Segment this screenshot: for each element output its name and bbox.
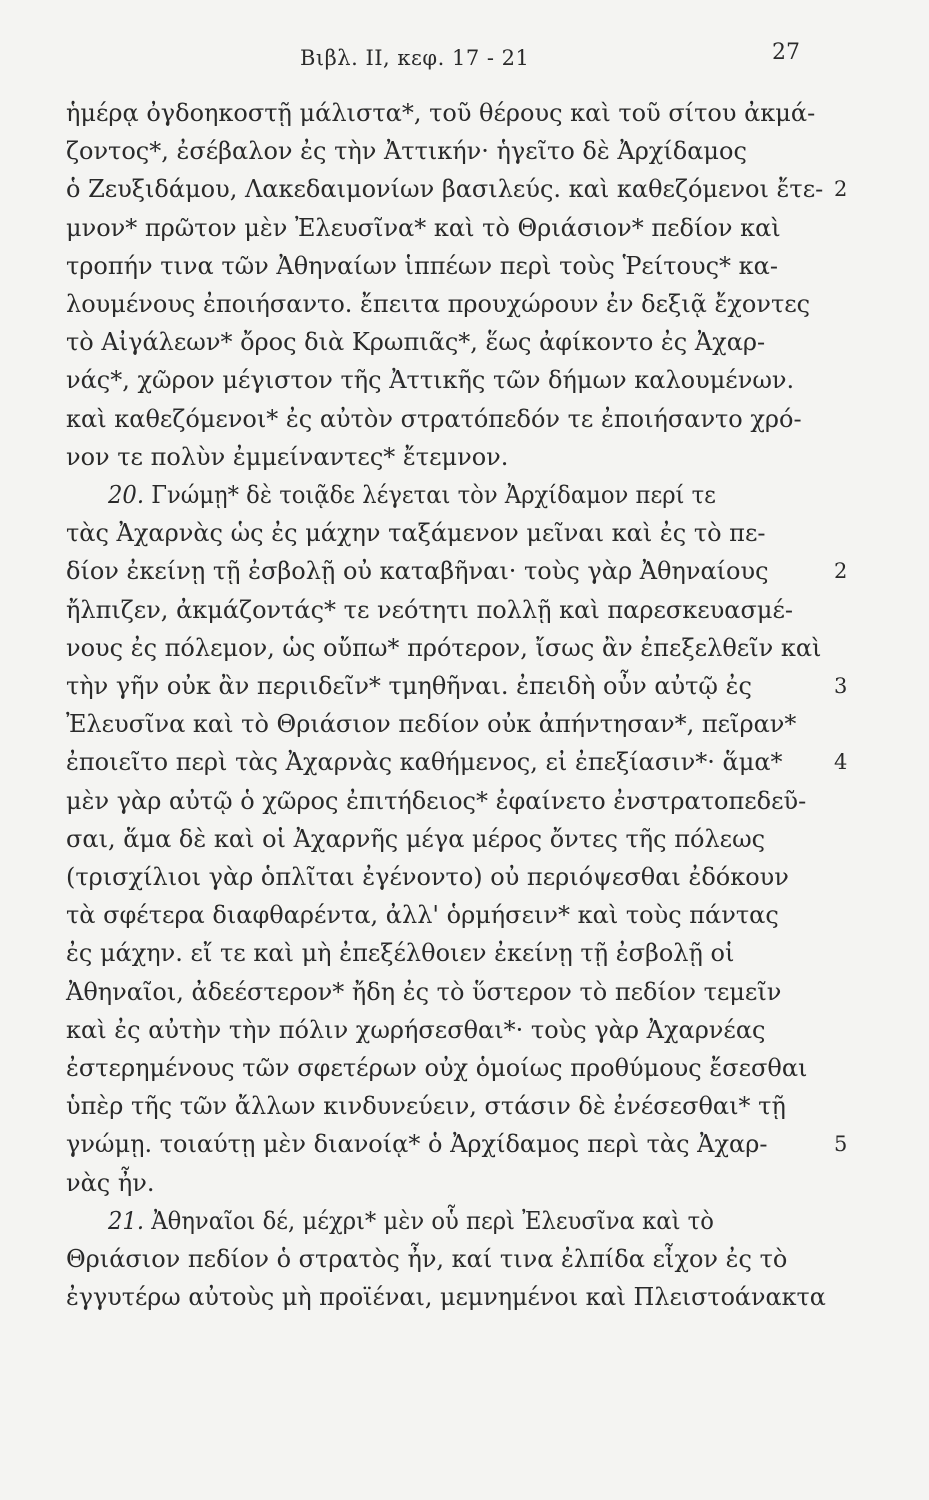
text-line [66, 973, 826, 1011]
text-line [66, 1164, 826, 1202]
text-line [66, 743, 826, 781]
text-line [66, 1087, 826, 1125]
text-line [66, 629, 826, 667]
running-title: Βιβλ. II, κεφ. 17 - 21 [300, 46, 530, 70]
margin-subsection-number: 4 [834, 750, 848, 774]
line-text: Ἐλευσῖνα καὶ τὸ Θριάσιον πεδίον οὐκ ἀπήντησαν*, πεῖραν* [66, 710, 797, 738]
text-line [66, 323, 826, 361]
text-line [108, 476, 826, 514]
text-line [108, 1202, 826, 1240]
margin-subsection-number: 2 [834, 177, 848, 201]
line-text: Ἀθηναῖοι δέ, μέχρι* μὲν οὗ περὶ Ἐλευσῖνα καὶ τὸ [144, 1207, 714, 1235]
line-text: ἐστερημένους τῶν σφετέρων οὐχ ὁμοίως προθύμους ἔσεσθαι [66, 1054, 808, 1082]
section-number: 21. [108, 1207, 145, 1235]
text-line [66, 1049, 826, 1087]
text-line [66, 209, 826, 247]
line-text: μὲν γὰρ αὐτῷ ὁ χῶρος ἐπιτήδειος* ἐφαίνετο ἐνστρατοπεδεῦ- [66, 787, 807, 815]
line-text: ἐς μάχην. εἴ τε καὶ μὴ ἐπεξέλθοιεν ἐκείνῃ τῇ ἐσβολῇ οἱ [66, 939, 735, 967]
text-line [66, 782, 826, 820]
line-text: τὰς Ἀχαρνὰς ὡς ἐς μάχην ταξάμενον μεῖναι καὶ ἐς τὸ πε- [66, 519, 766, 547]
line-text: τὴν γῆν οὐκ ἂν περιιδεῖν* τμηθῆναι. ἐπειδὴ οὖν αὐτῷ ἐς [66, 672, 752, 700]
line-text: ἤλπιζεν, ἀκμάζοντάς* τε νεότητι πολλῇ καὶ παρεσκευασμέ- [66, 596, 794, 624]
text-line [66, 438, 826, 476]
text-line [66, 667, 826, 705]
line-text: ὑπὲρ τῆς τῶν ἄλλων κινδυνεύειν, στάσιν δὲ ἐνέσεσθαι* τῇ [66, 1092, 786, 1120]
text-line [66, 361, 826, 399]
line-text: ὁ Ζευξιδάμου, Λακεδαιμονίων βασιλεύς. καὶ καθεζόμενοι ἔτε- [66, 175, 824, 203]
text-line [66, 820, 826, 858]
margin-subsection-number: 2 [834, 559, 848, 583]
text-line [66, 400, 826, 438]
text-line [66, 1011, 826, 1049]
line-text: νάς*, χῶρον μέγιστον τῆς Ἀττικῆς τῶν δήμων καλουμένων. [66, 366, 795, 394]
running-head [0, 40, 929, 80]
section-number: 20. [108, 481, 145, 509]
text-line [66, 514, 826, 552]
line-text: Ἀθηναῖοι, ἀδεέστερον* ἤδη ἐς τὸ ὕστερον τὸ πεδίον τεμεῖν [66, 978, 782, 1006]
line-text: καὶ καθεζόμενοι* ἐς αὐτὸν στρατόπεδόν τε ἐποιήσαντο χρό- [66, 405, 802, 433]
text-line [66, 94, 826, 132]
line-text: ζοντος*, ἐσέβαλον ἐς τὴν Ἀττικήν· ἡγεῖτο δὲ Ἀρχίδαμος [66, 137, 747, 165]
line-text: τὸ Αἰγάλεων* ὄρος διὰ Κρωπιᾶς*, ἕως ἀφίκοντο ἐς Ἀχαρ- [66, 328, 766, 356]
text-line [66, 552, 826, 590]
text-line [66, 285, 826, 323]
line-text: καὶ ἐς αὐτὴν τὴν πόλιν χωρήσεσθαι*· τοὺς γὰρ Ἀχαρνέας [66, 1016, 766, 1044]
line-text: τὰ σφέτερα διαφθαρέντα, ἀλλ' ὁρμήσειν* καὶ τοὺς πάντας [66, 901, 779, 929]
line-text: σαι, ἅμα δὲ καὶ οἱ Ἀχαρνῆς μέγα μέρος ὄντες τῆς πόλεως [66, 825, 766, 853]
text-line [66, 1125, 826, 1163]
line-text: Γνώμῃ* δὲ τοιᾷδε λέγεται τὸν Ἀρχίδαμον περί τε [144, 481, 716, 509]
line-text: ἐποιεῖτο περὶ τὰς Ἀχαρνὰς καθήμενος, εἰ ἐπεξίασιν*· ἅμα* [66, 748, 783, 776]
text-line [66, 170, 826, 208]
line-text: λουμένους ἐποιήσαντο. ἔπειτα προυχώρουν ἐν δεξιᾷ ἔχοντες [66, 290, 811, 318]
line-text: δίον ἐκείνῃ τῇ ἐσβολῇ οὐ καταβῆναι· τοὺς γὰρ Ἀθηναίους [66, 557, 769, 585]
text-line [66, 132, 826, 170]
line-text: νὰς ἦν. [66, 1169, 155, 1197]
text-line [66, 858, 826, 896]
text-line [66, 934, 826, 972]
text-line [66, 247, 826, 285]
line-text: ἐγγυτέρω αὐτοὺς μὴ προϊέναι, μεμνημένοι καὶ Πλειστοάνακτα [66, 1283, 826, 1311]
margin-subsection-number: 5 [834, 1132, 848, 1156]
line-text: γνώμῃ. τοιαύτῃ μὲν διανοίᾳ* ὁ Ἀρχίδαμος περὶ τὰς Ἀχαρ- [66, 1130, 768, 1158]
text-line [66, 1278, 826, 1316]
text-line [66, 1240, 826, 1278]
line-text: Θριάσιον πεδίον ὁ στρατὸς ἦν, καί τινα ἐλπίδα εἶχον ἐς τὸ [66, 1245, 788, 1273]
text-line [66, 705, 826, 743]
page-number: 27 [772, 40, 800, 65]
line-text: τροπήν τινα τῶν Ἀθηναίων ἱππέων περὶ τοὺς Ῥείτους* κα- [66, 252, 778, 280]
line-text: νους ἐς πόλεμον, ὡς οὔπω* πρότερον, ἴσως ἂν ἐπεξελθεῖν καὶ [66, 634, 822, 662]
margin-subsection-number: 3 [834, 674, 848, 698]
line-text: νον τε πολὺν ἐμμείναντες* ἔτεμνον. [66, 443, 509, 471]
text-line [66, 896, 826, 934]
line-text: μνον* πρῶτον μὲν Ἐλευσῖνα* καὶ τὸ Θριάσιον* πεδίον καὶ [66, 214, 781, 242]
line-text: (τρισχίλιοι γὰρ ὁπλῖται ἐγένοντο) οὐ περιόψεσθαι ἐδόκουν [66, 863, 789, 891]
text-line [66, 591, 826, 629]
line-text: ἡμέρᾳ ὀγδοηκοστῇ μάλιστα*, τοῦ θέρους καὶ τοῦ σίτου ἀκμά- [66, 99, 816, 127]
